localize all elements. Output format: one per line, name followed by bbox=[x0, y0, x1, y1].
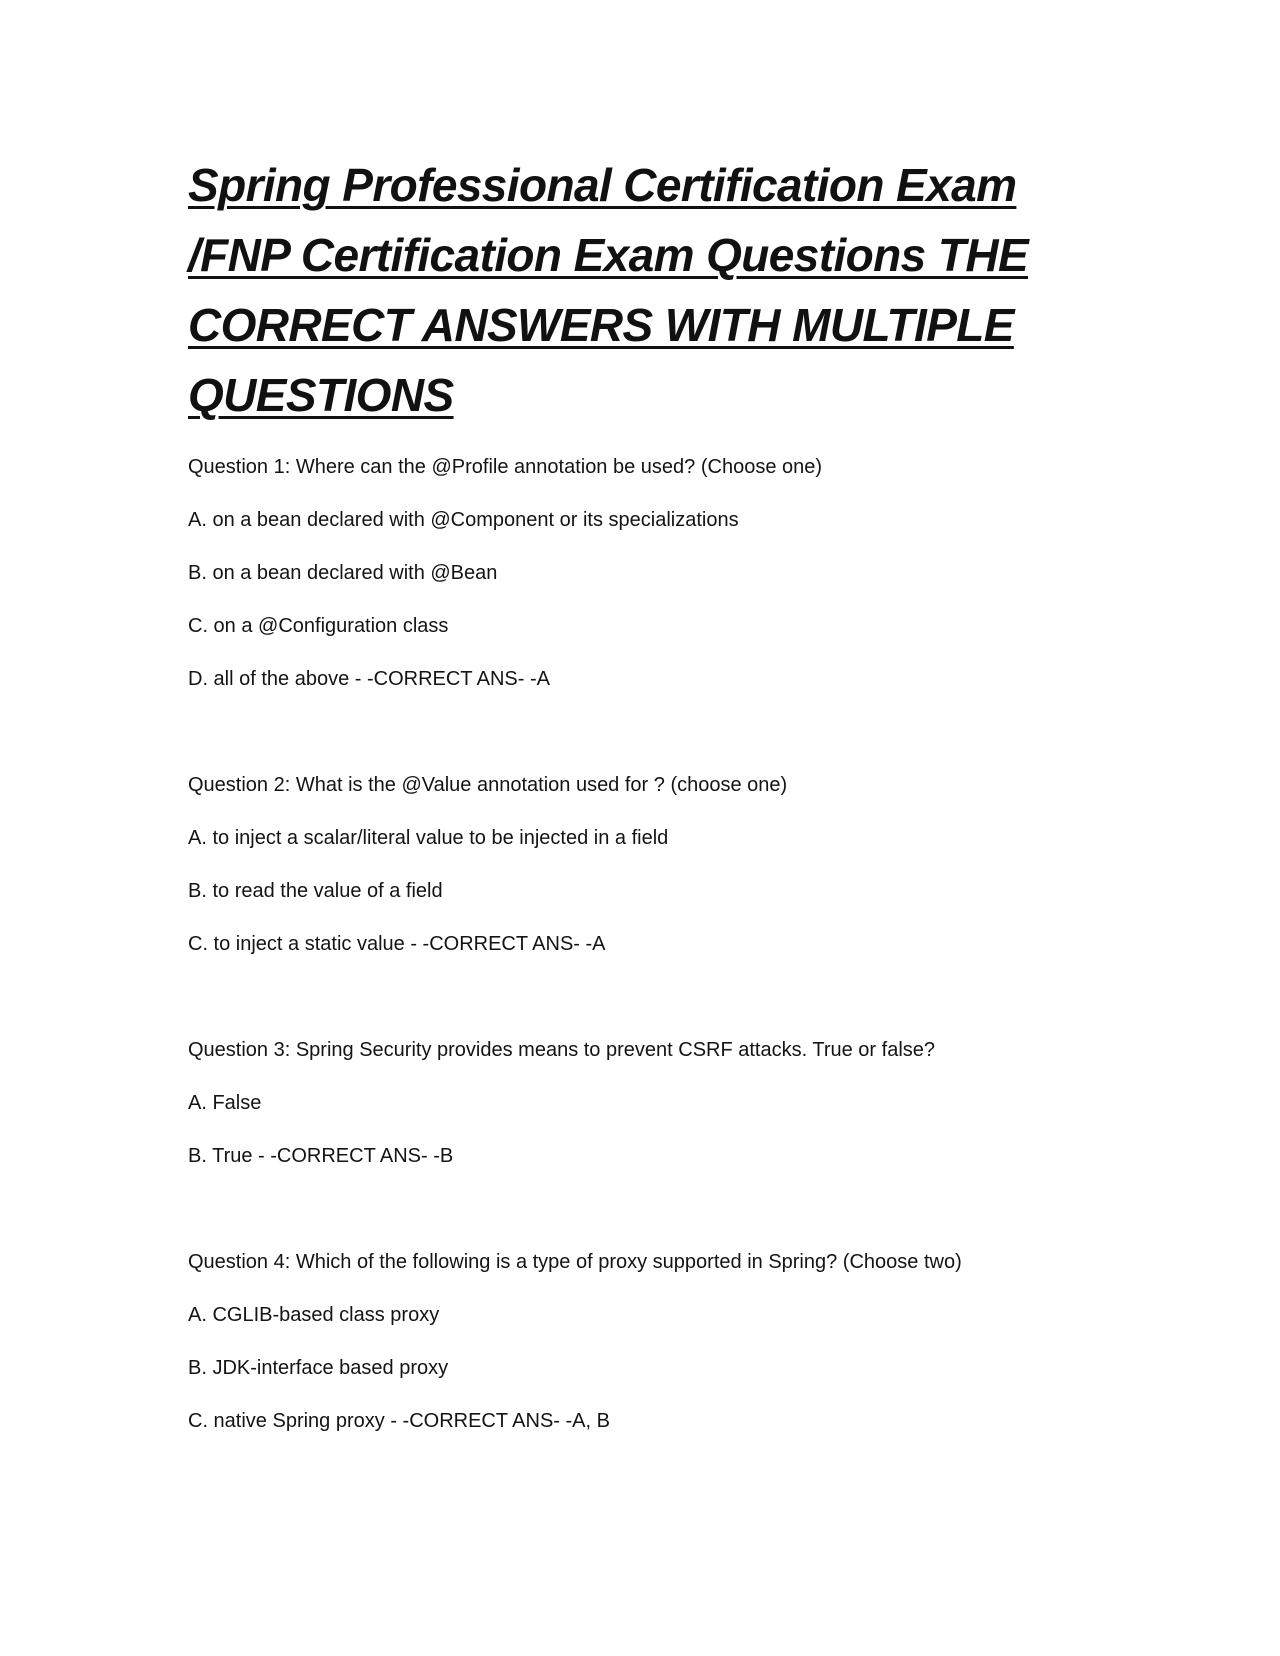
question-3-option-b: B. True - -CORRECT ANS- -B bbox=[188, 1145, 454, 1167]
title-line: Spring Professional Certification Exam bbox=[188, 159, 1017, 211]
question-1-option-d: D. all of the above - -CORRECT ANS- -A bbox=[188, 668, 550, 690]
title-line: QUESTIONS bbox=[188, 369, 454, 421]
question-2-option-b: B. to read the value of a field bbox=[188, 880, 443, 902]
question-3-option-a: A. False bbox=[188, 1092, 262, 1114]
question-4-option-a: A. CGLIB-based class proxy bbox=[188, 1304, 440, 1326]
question-1-prompt: Question 1: Where can the @Profile annotation be used? (Choose one) bbox=[188, 456, 823, 478]
question-2-option-c: C. to inject a static value - -CORRECT ANS- -A bbox=[188, 933, 606, 955]
question-1-option-c: C. on a @Configuration class bbox=[188, 615, 449, 637]
title-line: /FNP Certification Exam Questions THE bbox=[188, 229, 1029, 281]
question-2-prompt: Question 2: What is the @Value annotation used for ? (choose one) bbox=[188, 774, 788, 796]
question-1-option-b: B. on a bean declared with @Bean bbox=[188, 562, 498, 584]
question-4-option-c: C. native Spring proxy - -CORRECT ANS- -A, B bbox=[188, 1410, 610, 1432]
question-4-option-b: B. JDK-interface based proxy bbox=[188, 1357, 449, 1379]
question-2-option-a: A. to inject a scalar/literal value to be injected in a field bbox=[188, 827, 669, 849]
question-3-prompt: Question 3: Spring Security provides means to prevent CSRF attacks. True or false? bbox=[188, 1039, 936, 1061]
question-1-option-a: A. on a bean declared with @Component or its specializations bbox=[188, 509, 739, 531]
question-4-prompt: Question 4: Which of the following is a type of proxy supported in Spring? (Choose two) bbox=[188, 1251, 962, 1273]
document-title bbox=[188, 150, 1048, 430]
title-line: CORRECT ANSWERS WITH MULTIPLE bbox=[188, 299, 1014, 351]
